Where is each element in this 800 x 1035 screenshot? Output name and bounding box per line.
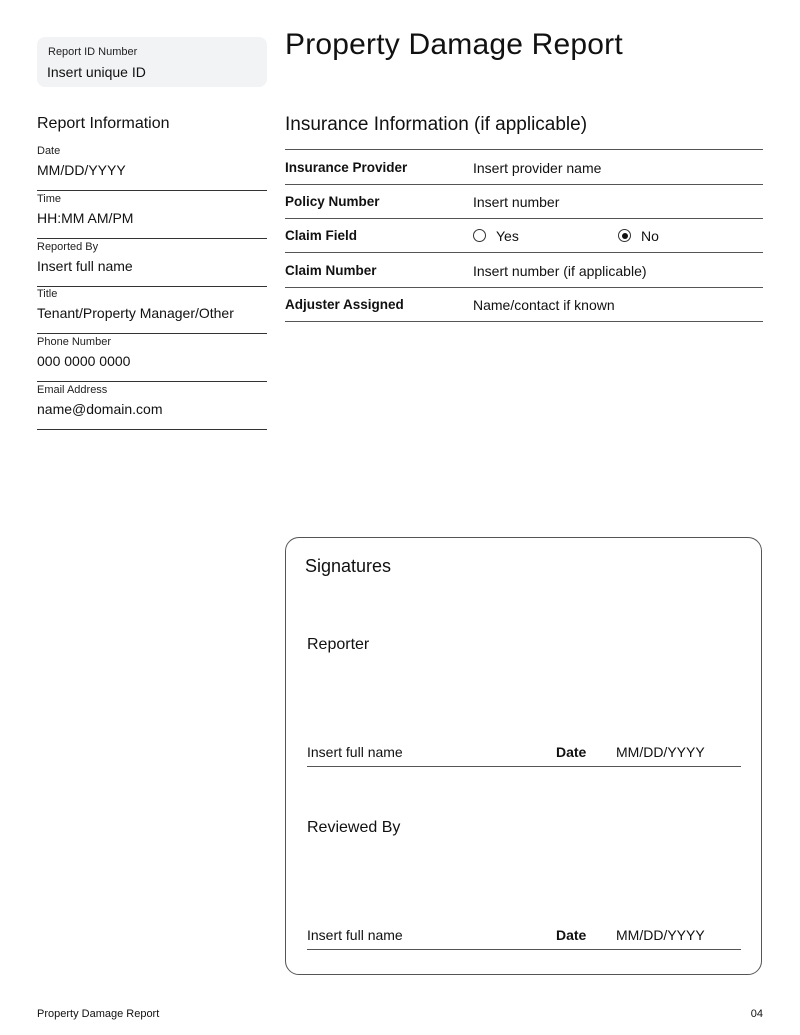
- row-value[interactable]: Insert number: [473, 194, 560, 210]
- reviewed-by-label: Reviewed By: [307, 819, 401, 836]
- footer-title: Property Damage Report: [37, 1008, 160, 1020]
- option-label: Yes: [496, 228, 519, 244]
- reporter-signature-line[interactable]: [307, 742, 741, 767]
- report-id-label: Report ID Number: [48, 46, 138, 58]
- time-field[interactable]: [37, 191, 267, 239]
- report-id-box[interactable]: [37, 37, 267, 87]
- reviewer-signature-line[interactable]: [307, 925, 741, 950]
- reviewer-date[interactable]: MM/DD/YYYY: [616, 927, 705, 943]
- field-label: Phone Number: [37, 336, 111, 348]
- row-value[interactable]: Insert number (if applicable): [473, 263, 647, 279]
- field-value[interactable]: MM/DD/YYYY: [37, 162, 126, 178]
- adjuster-row: [285, 287, 763, 322]
- field-label: Email Address: [37, 384, 108, 396]
- field-label: Reported By: [37, 241, 99, 253]
- date-label: Date: [556, 744, 587, 760]
- insurance-provider-row: [285, 150, 763, 185]
- report-information-heading: Report Information: [37, 115, 170, 132]
- reporter-name[interactable]: Insert full name: [307, 744, 403, 760]
- reported-by-field[interactable]: [37, 239, 267, 287]
- signatures-box: [285, 537, 762, 975]
- field-value[interactable]: Tenant/Property Manager/Other: [37, 305, 234, 321]
- claim-number-row: [285, 253, 763, 288]
- signatures-heading: Signatures: [305, 556, 392, 576]
- claim-no-option[interactable]: [618, 228, 659, 244]
- reviewer-name[interactable]: Insert full name: [307, 927, 403, 943]
- page-title: Property Damage Report: [285, 28, 623, 61]
- field-label: Date: [37, 145, 61, 157]
- report-id-value[interactable]: Insert unique ID: [47, 64, 146, 80]
- email-field[interactable]: [37, 382, 267, 430]
- reporter-date[interactable]: MM/DD/YYYY: [616, 744, 705, 760]
- claim-field-row: [285, 218, 763, 253]
- date-label: Date: [556, 927, 587, 943]
- reporter-label: Reporter: [307, 636, 370, 653]
- field-label: Time: [37, 193, 62, 205]
- phone-field[interactable]: [37, 334, 267, 382]
- field-value[interactable]: Insert full name: [37, 258, 133, 274]
- field-value[interactable]: 000 0000 0000: [37, 353, 131, 369]
- radio-selected-icon[interactable]: [618, 229, 631, 242]
- field-value[interactable]: HH:MM AM/PM: [37, 210, 134, 226]
- radio-unselected-icon[interactable]: [473, 229, 486, 242]
- row-label: Claim Field: [285, 228, 358, 243]
- page-number: 04: [750, 1008, 763, 1020]
- insurance-heading: Insurance Information (if applicable): [285, 114, 588, 135]
- row-label: Adjuster Assigned: [285, 297, 404, 312]
- row-value[interactable]: Insert provider name: [473, 160, 602, 176]
- field-label: Title: [37, 288, 58, 300]
- row-label: Policy Number: [285, 194, 380, 209]
- row-label: Insurance Provider: [285, 160, 408, 175]
- option-label: No: [641, 228, 659, 244]
- claim-yes-option[interactable]: [473, 228, 519, 244]
- title-field[interactable]: [37, 286, 267, 334]
- row-label: Claim Number: [285, 263, 377, 278]
- row-value[interactable]: Name/contact if known: [473, 297, 615, 313]
- field-value[interactable]: name@domain.com: [37, 401, 163, 417]
- date-field[interactable]: [37, 143, 267, 191]
- policy-number-row: [285, 184, 763, 219]
